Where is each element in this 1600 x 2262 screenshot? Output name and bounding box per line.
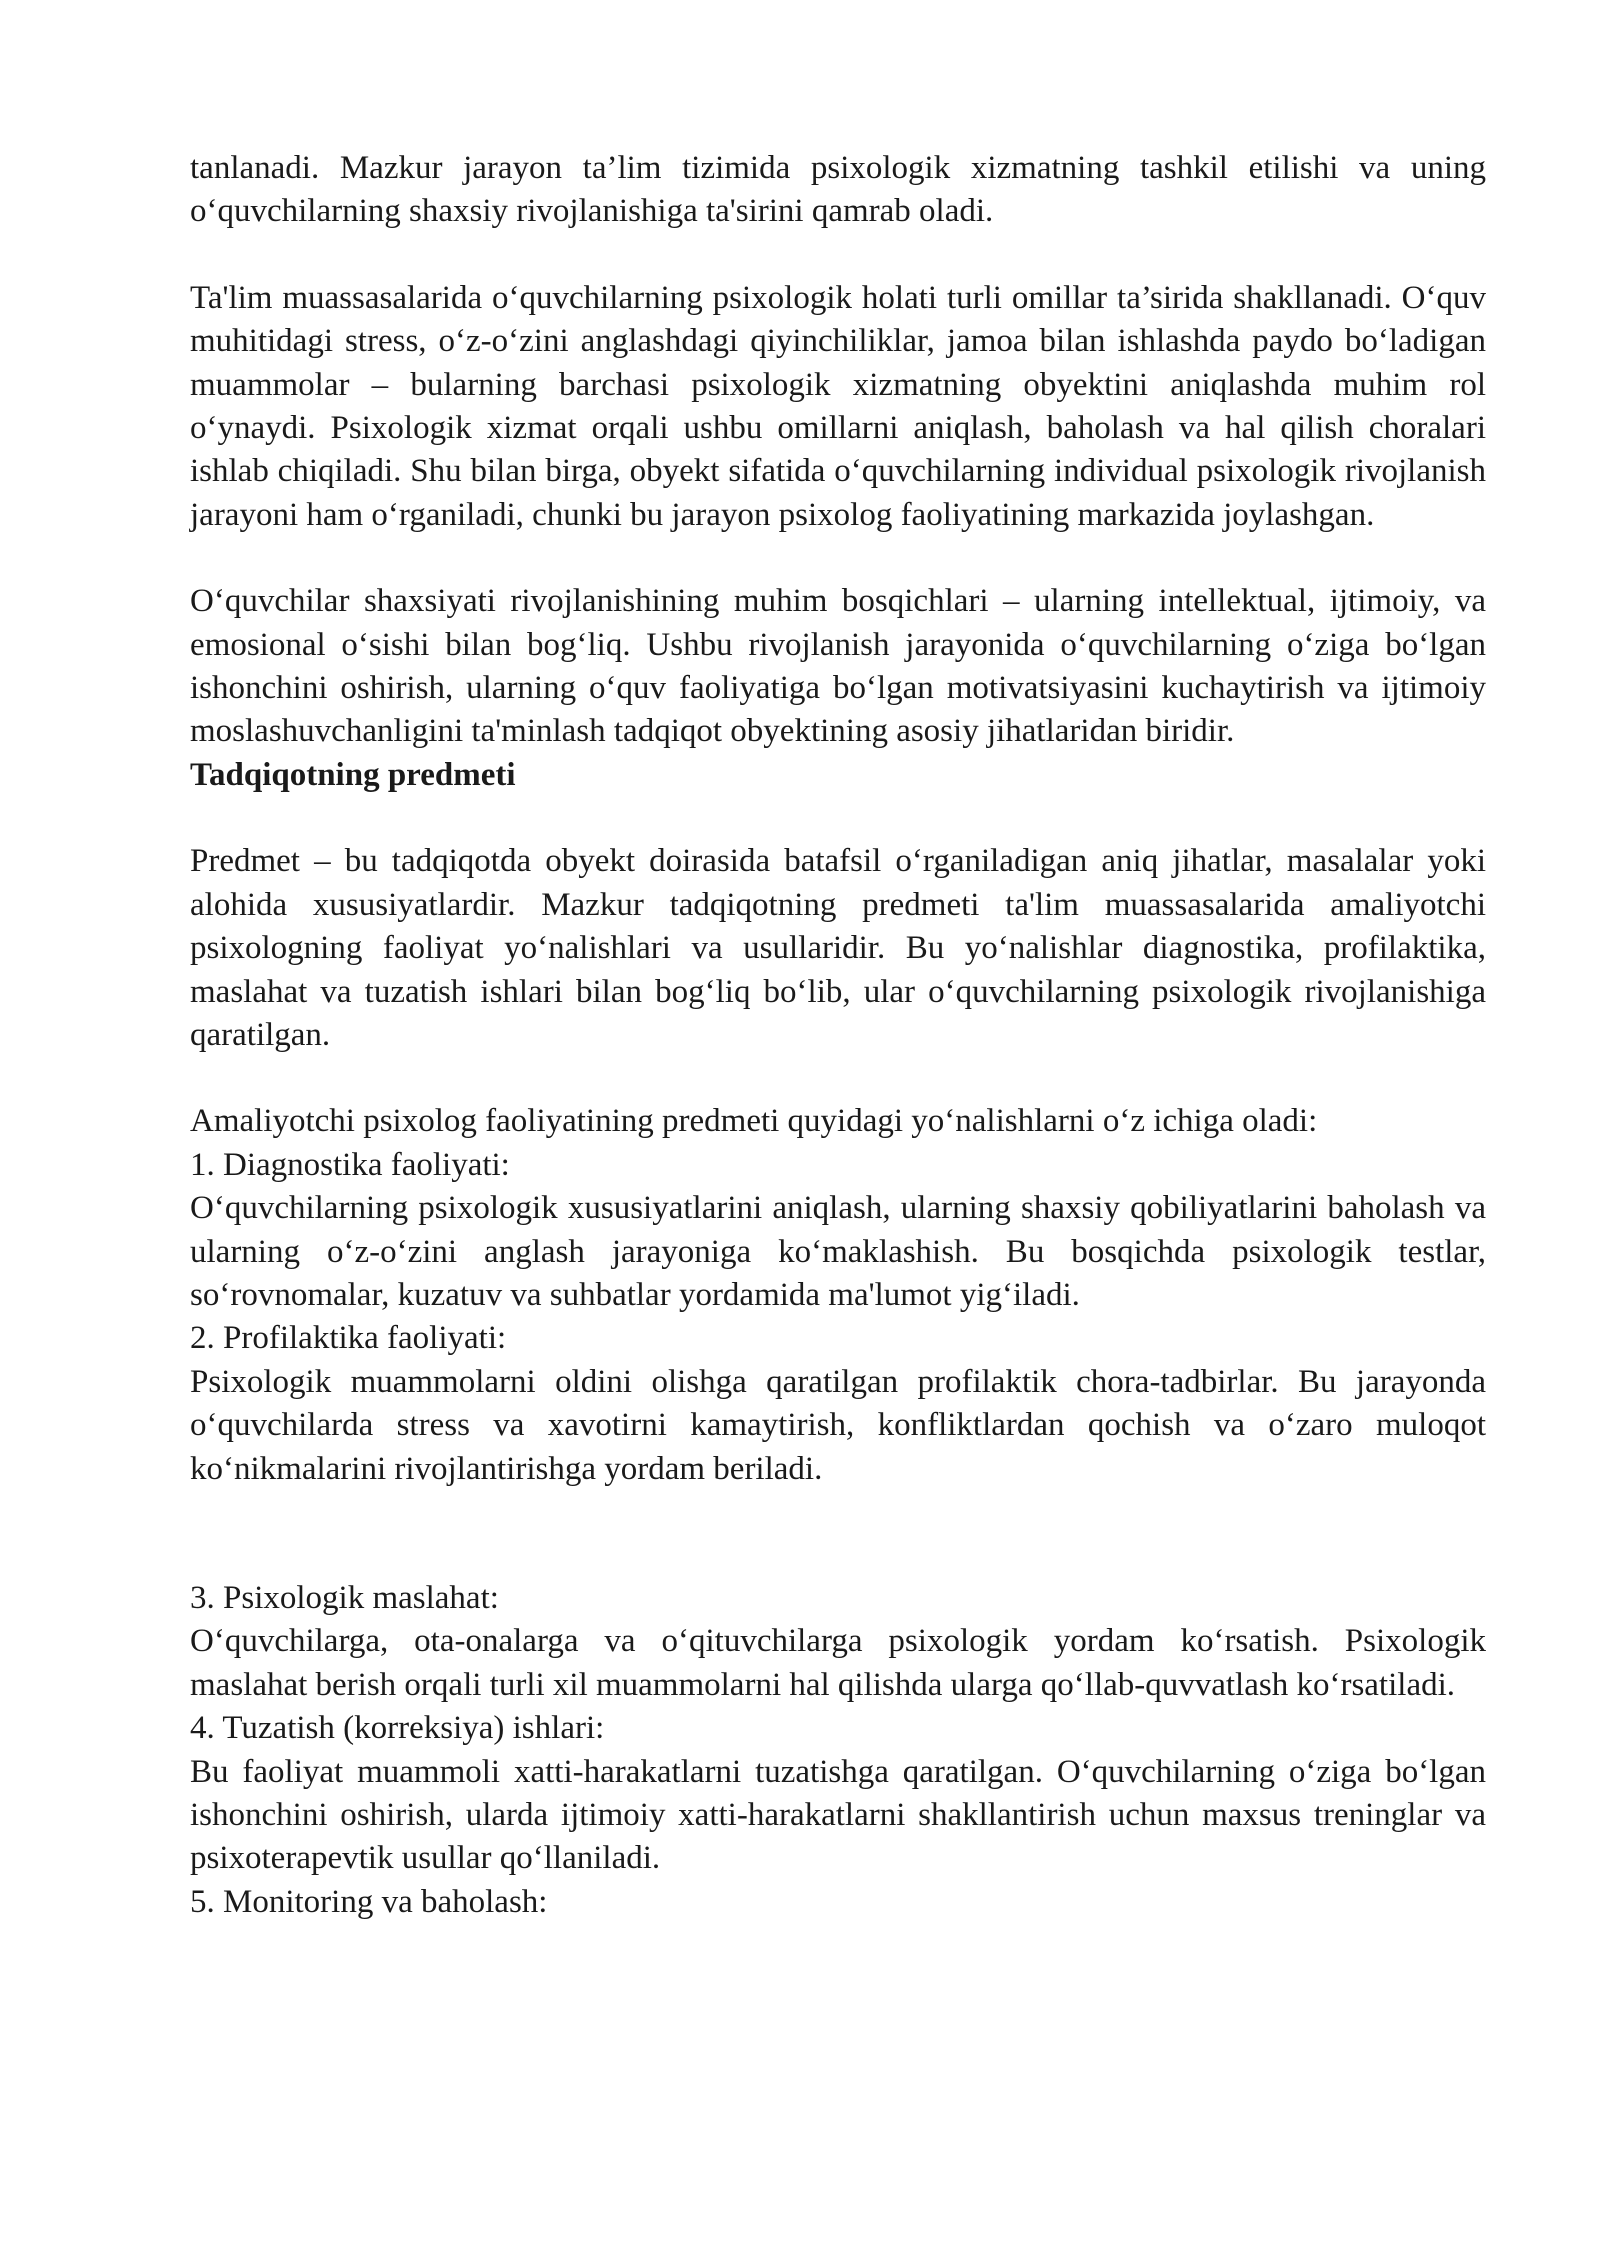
- list-item-body: O‘quvchilarning psixologik xususiyatlarini aniqlash, ularning shaxsiy qobiliyatlarini baholash va ularning o‘z-o‘zini anglash jarayoniga ko‘maklashish. Bu bosqichda psixologik testlar, so‘rovnomalar, kuzatuv va suhbatlar yordamida ma'lumot yig‘iladi.: [190, 1190, 1486, 1313]
- paragraph-factors: Ta'lim muassasalarida o‘quvchilarning psixologik holati turli omillar ta’sirida shakllanadi. O‘quv muhitidagi stress, o‘z-o‘zini anglashdagi qiyinchiliklar, jamoa bilan ishlashda paydo bo‘ladigan muammolar – bularning barchasi psixologik xizmatning obyektini aniqlashda muhim rol o‘ynaydi. Psixologik xizmat orqali ushbu omillarni aniqlash, baholash va hal qilish choralari ishlab chiqiladi. Shu bilan birga, obyekt sifatida o‘quvchilarning individual psixologik rivojlanish jarayoni ham o‘rganiladi, chunki bu jarayon psixolog faoliyatining markazida joylashgan.: [190, 279, 1486, 533]
- list-item-title: 4. Tuzatish (korreksiya) ishlari:: [190, 1710, 605, 1747]
- list-item-body: Psixologik muammolarni oldini olishga qaratilgan profilaktik chora-tadbirlar. Bu jarayonda o‘quvchilarda stress va xavotirni kamaytirish, konfliktlardan qochish va o‘zaro muloqot ko‘nikmalarini rivojlantirishga yordam beriladi.: [190, 1363, 1486, 1487]
- paragraph-development: O‘quvchilar shaxsiyati rivojlanishining muhim bosqichlari – ularning intellektual, ijtimoiy, va emosional o‘sishi bilan bog‘liq. Ushbu rivojlanish jarayonida o‘quvchilarning o‘ziga bo‘lgan ishonchini oshirish, ularning o‘quv faoliyatiga bo‘lgan motivatsiyasini kuchaytirish va ijtimoiy moslashuvchanligini ta'minlash tadqiqot obyektining asosiy jihatlaridan biridir.: [190, 583, 1486, 750]
- document-page: [190, 147, 1486, 1924]
- list-item-title: 1. Diagnostika faoliyati:: [190, 1146, 510, 1183]
- paragraph-spacer: [190, 797, 1486, 840]
- paragraph-spacer: [190, 537, 1486, 580]
- list-item-body: Bu faoliyat muammoli xatti-harakatlarni tuzatishga qaratilgan. O‘quvchilarning o‘ziga bo‘lgan ishonchini oshirish, ularda ijtimoiy xatti-harakatlarni shakllantirish uchun maxsus treninglar va psixoterapevtik usullar qo‘llaniladi.: [190, 1753, 1486, 1877]
- list-item-title: 3. Psixologik maslahat:: [190, 1579, 499, 1616]
- section-heading: Tadqiqotning predmeti: [190, 756, 516, 793]
- paragraph-intro: tanlanadi. Mazkur jarayon ta’lim tizimida psixologik xizmatning tashkil etilishi va uning o‘quvchilarning shaxsiy rivojlanishiga ta'sirini qamrab oladi.: [190, 150, 1486, 230]
- paragraph-spacer: [190, 1491, 1486, 1577]
- list-item-body: O‘quvchilarga, ota-onalarga va o‘qituvchilarga psixologik yordam ko‘rsatish. Psixologik maslahat berish orqali turli xil muammolarni hal qilishda ularga qo‘llab-quvvatlash ko‘rsatiladi.: [190, 1623, 1486, 1703]
- paragraph-list-intro: Amaliyotchi psixolog faoliyatining predmeti quyidagi yo‘nalishlarni o‘z ichiga oladi:: [190, 1103, 1318, 1140]
- paragraph-spacer: [190, 234, 1486, 277]
- paragraph-spacer: [190, 1057, 1486, 1100]
- list-item-title: 5. Monitoring va baholash:: [190, 1883, 548, 1920]
- paragraph-predmet: Predmet – bu tadqiqotda obyekt doirasida batafsil o‘rganiladigan aniq jihatlar, masalalar yoki alohida xususiyatlardir. Mazkur tadqiqotning predmeti ta'lim muassasalarida amaliyotchi psixologning faoliyat yo‘nalishlari va usullaridir. Bu yo‘nalishlar diagnostika, profilaktika, maslahat va tuzatish ishlari bilan bog‘liq bo‘lib, ular o‘quvchilarning psixologik rivojlanishiga qaratilgan.: [190, 843, 1486, 1053]
- list-item-title: 2. Profilaktika faoliyati:: [190, 1320, 507, 1357]
